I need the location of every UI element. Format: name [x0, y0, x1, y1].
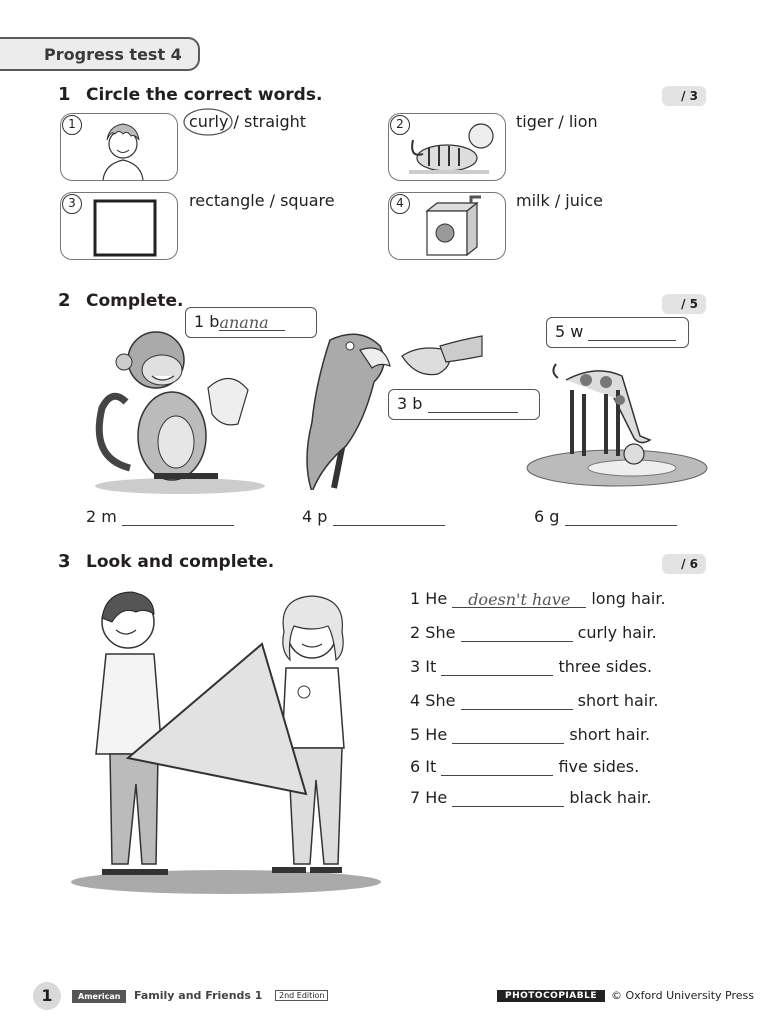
sentence-1-answer[interactable]: doesn't have: [452, 590, 586, 608]
sentence-7-number: 7: [410, 788, 421, 807]
label-2-prefix: m: [101, 507, 117, 526]
section3-score: / 6: [662, 554, 706, 574]
item4-options[interactable]: milk / juice: [516, 191, 603, 210]
section3-number: 3: [58, 551, 71, 572]
sentence-7: [410, 788, 651, 807]
label-6-prefix: g: [549, 507, 560, 526]
label-6-blank[interactable]: [565, 508, 677, 526]
label-1-number: 1: [194, 312, 205, 331]
label-3-blank[interactable]: [428, 395, 518, 413]
sentence-1: [410, 589, 666, 608]
sentence-5: [410, 725, 650, 744]
copyright: © Oxford University Press: [611, 989, 755, 1002]
section1-score: / 3: [662, 86, 706, 106]
sentence-4-end: short hair.: [577, 691, 659, 710]
label-6-number: 6: [534, 507, 545, 526]
sentence-6: [410, 757, 639, 776]
label-2-number: 2: [86, 507, 97, 526]
sentence-6-subject: It: [425, 757, 437, 776]
monkey-illustration: [90, 318, 270, 498]
sentence-5-blank[interactable]: [452, 726, 564, 744]
item1-option-straight[interactable]: / straight: [228, 112, 307, 131]
item1-options: [189, 112, 306, 131]
sentence-1-subject: He: [425, 589, 448, 608]
sentence-2-number: 2: [410, 623, 421, 642]
page-number: 1: [33, 982, 61, 1010]
sentence-4-subject: She: [425, 691, 456, 710]
sentence-7-end: black hair.: [569, 788, 652, 807]
item1-number: 1: [62, 115, 82, 135]
label-3-number: 3: [397, 394, 408, 413]
page-title-tab: [0, 37, 200, 71]
sentence-5-number: 5: [410, 725, 421, 744]
item3-number: 3: [62, 194, 82, 214]
sentence-2: [410, 623, 657, 642]
label-2-blank[interactable]: [122, 508, 234, 526]
item2-number: 2: [390, 115, 410, 135]
section2-number: 2: [58, 290, 71, 311]
label-bread-box: [388, 389, 540, 420]
edition-badge: 2nd Edition: [275, 990, 328, 1001]
label-3-prefix: b: [412, 394, 423, 413]
american-badge: American: [72, 990, 126, 1003]
label-5-number: 5: [555, 322, 566, 341]
label-1-answer[interactable]: anana: [219, 313, 285, 331]
sentence-3-subject: It: [425, 657, 437, 676]
book-title: Family and Friends 1: [134, 989, 263, 1002]
sentence-4-number: 4: [410, 691, 421, 710]
label-5-prefix: w: [570, 322, 584, 341]
kids-holding-triangle-illustration: [66, 582, 386, 900]
sentence-3-blank[interactable]: [441, 658, 553, 676]
label-2-row: [86, 507, 234, 526]
section1-number: 1: [58, 84, 71, 105]
section1-title: Circle the correct words.: [86, 85, 323, 105]
sentence-7-blank[interactable]: [452, 789, 564, 807]
sentence-2-end: curly hair.: [577, 623, 657, 642]
section3-title: Look and complete.: [86, 552, 275, 572]
answer-circle-mark: [182, 107, 234, 137]
item3-options[interactable]: rectangle / square: [189, 191, 335, 210]
label-1-prefix: b: [209, 312, 220, 331]
item4-number: 4: [390, 194, 410, 214]
page-title: Progress test 4: [44, 45, 182, 64]
label-6-row: [534, 507, 677, 526]
sentence-2-subject: She: [425, 623, 456, 642]
sentence-4: [410, 691, 658, 710]
item2-options[interactable]: tiger / lion: [516, 112, 598, 131]
label-4-row: [302, 507, 445, 526]
sentence-2-blank[interactable]: [461, 624, 573, 642]
section2-title: Complete.: [86, 291, 184, 311]
photocopiable-badge: PHOTOCOPIABLE: [497, 990, 605, 1002]
section2-score: / 5: [662, 294, 706, 314]
sentence-5-subject: He: [425, 725, 448, 744]
sentence-5-end: short hair.: [569, 725, 651, 744]
sentence-4-blank[interactable]: [461, 692, 573, 710]
sentence-1-number: 1: [410, 589, 421, 608]
label-4-blank[interactable]: [333, 508, 445, 526]
sentence-6-blank[interactable]: [441, 758, 553, 776]
sentence-7-subject: He: [425, 788, 448, 807]
label-4-prefix: p: [317, 507, 328, 526]
sentence-6-number: 6: [410, 757, 421, 776]
label-4-number: 4: [302, 507, 313, 526]
sentence-6-end: five sides.: [558, 757, 640, 776]
sentence-3-number: 3: [410, 657, 421, 676]
giraffe-drinking-illustration: [522, 350, 712, 495]
sentence-3: [410, 657, 652, 676]
label-5-blank[interactable]: [588, 323, 676, 341]
label-water-box: [546, 317, 689, 348]
item1-option-curly[interactable]: curly: [189, 112, 229, 131]
sentence-1-end: long hair.: [591, 589, 666, 608]
sentence-3-end: three sides.: [558, 657, 653, 676]
